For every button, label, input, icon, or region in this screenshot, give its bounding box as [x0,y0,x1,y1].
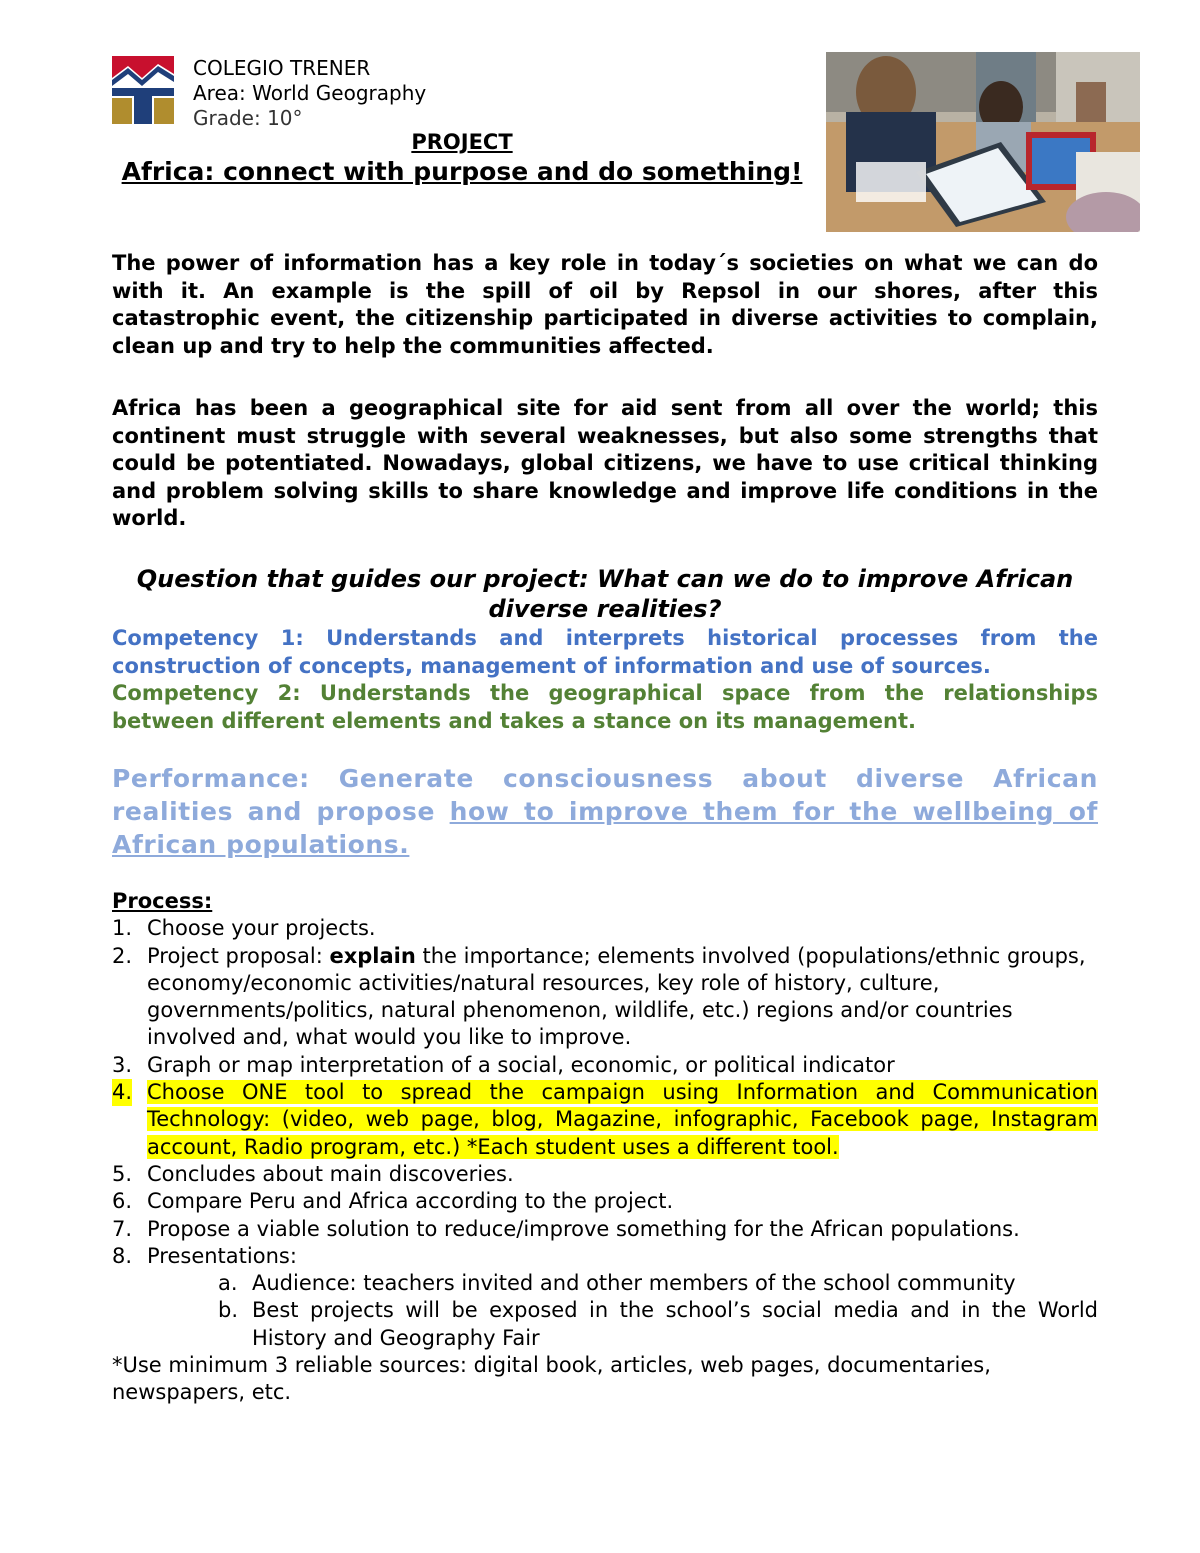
process-section [112,888,1098,1407]
performance-underlined: how to improve them for the wellbeing of African populations. [112,797,1098,859]
competency-2: Competency 2: Understands the geographical space from the relationships between different elements and takes a stance on its management. [112,681,1098,733]
title-block [112,128,812,188]
sub-list-item: b. Best projects will be exposed in the school’s social media and in the World History and Geography Fair [218,1298,1098,1350]
grade-level: Grade: 10° [193,106,303,130]
guiding-question: Question that guides our project: What can we do to improve African diverse realities? [136,565,1074,623]
list-item: 1. Choose your projects. [112,916,376,941]
performance-lead: Performance: Generate consciousness about diverse African realities and propose [112,764,1098,826]
list-item: 6. Compare Peru and Africa according to the project. [112,1189,674,1214]
list-item: 2. Project proposal: explain the importance; elements involved (populations/ethnic groups, economy/economic activities/natural resources, key role of history, culture, governments/politics, natural phenomenon, wildlife, etc.) regions and/or countries involved and, what would you like to improve. [112,943,1086,1050]
competency-1: Competency 1: Understands and interprets historical processes from the construction of concepts, management of information and use of sources. [112,626,1098,678]
list-item: 8. Presentations: [112,1243,297,1268]
school-name: COLEGIO TRENER [193,56,371,80]
sub-list-item: a. Audience: teachers invited and other members of the school community [218,1271,1016,1296]
intro-paragraph-2: Africa has been a geographical site for aid sent from all over the world; this continent must struggle with several weaknesses, but also some strengths that could be potentiated. Nowadays, global citizens, we have to use critical thinking and problem solving skills to share knowledge and improve life conditions in the world. [112,396,1098,530]
performance [112,762,1098,861]
sources-footnote: *Use minimum 3 reliable sources: digital book, articles, web pages, documentaries, newspapers, etc. [112,1353,991,1405]
list-item: 7. Propose a viable solution to reduce/improve something for the African populations. [112,1216,1020,1241]
intro-paragraph-1: The power of information has a key role in today´s societies on what we can do with it. An example is the spill of oil by Repsol in our shores, after this catastrophic event, the citizenship participated in diverse activities to complain, clean up and try to help the communities affected. [112,251,1098,358]
school-info [193,56,426,131]
project-label: PROJECT [411,130,513,154]
process-list [112,915,1098,1352]
process-heading: Process: [112,889,213,913]
school-logo [112,54,174,124]
list-item: 5. Concludes about main discoveries. [112,1161,514,1186]
list-item-highlighted: 4. Choose ONE tool to spread the campaign using Information and Communication Technology: (video, web page, blog, Magazine, infographic, Facebook page, Instagram account, Radio program, etc.) *Each student uses a different tool. [112,1080,1098,1159]
project-title: Africa: connect with purpose and do something! [121,157,803,186]
subject-area: Area: World Geography [193,81,427,105]
classroom-photo [826,52,1140,232]
list-item: 3. Graph or map interpretation of a social, economic, or political indicator [112,1052,895,1077]
